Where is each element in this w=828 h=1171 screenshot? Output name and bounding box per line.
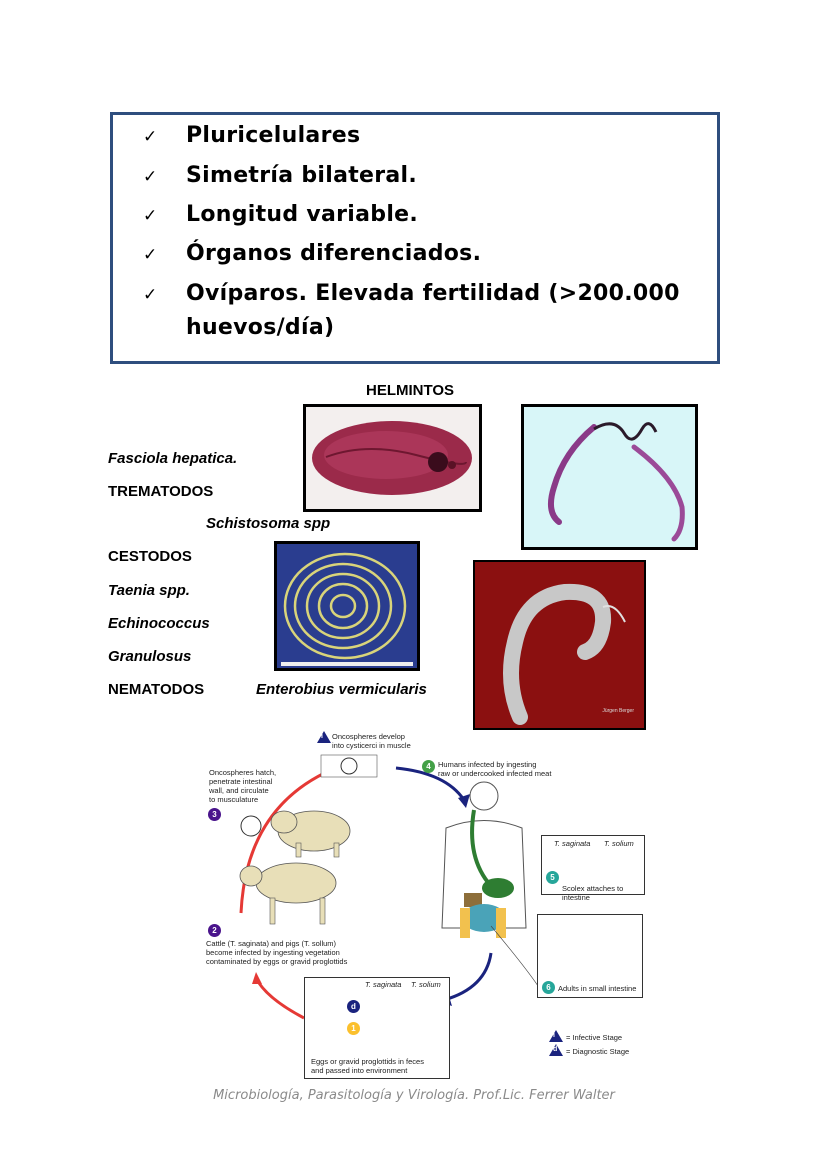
label-granulosus: Granulosus: [108, 648, 192, 665]
step4-text: Humans infected by ingesting raw or undercooked infected meat: [438, 760, 552, 778]
check-icon: ✓: [143, 167, 158, 186]
step5-text: Scolex attaches to intestine: [562, 884, 624, 902]
label-enterobius: Enterobius vermicularis: [256, 681, 427, 698]
infective-stage-icon: [317, 731, 331, 743]
step5-badge: 5: [546, 871, 559, 884]
fasciola-photo: [303, 404, 482, 512]
step2-text: Cattle (T. saginata) and pigs (T. sollum) become infected by ingesting vegetation contaminated by eggs or gravid proglottids: [206, 939, 348, 966]
legend-diagnostic: = Diagnostic Stage: [566, 1047, 630, 1056]
scolex-inset: [541, 835, 645, 902]
helmintos-title: HELMINTOS: [366, 382, 455, 399]
step3-badge: 3: [208, 808, 221, 821]
feature-item: Simetría bilateral.: [186, 163, 418, 188]
legend-infective-number: i: [553, 1032, 555, 1039]
label-saginata: T. saginata: [365, 980, 402, 989]
check-icon: ✓: [143, 245, 158, 264]
check-icon: ✓: [143, 206, 158, 225]
feature-item: Órganos diferenciados.: [186, 241, 482, 266]
label-schistosoma: Schistosoma spp: [206, 515, 331, 532]
step6-badge: 6: [542, 981, 555, 994]
diagnostic-badge: d: [347, 1000, 360, 1013]
feature-item: Pluricelulares: [186, 123, 361, 148]
legend-infective: = Infective Stage: [566, 1033, 623, 1042]
check-icon: ✓: [143, 285, 158, 304]
step3-text: Oncospheres hatch, penetrate intestinal wall, and circulate to musculature: [209, 768, 277, 804]
infective-stage-number: i: [321, 733, 323, 740]
label-trematodos: TREMATODOS: [108, 483, 214, 500]
eggs-inset: [304, 977, 450, 1079]
footer-credit: Microbiología, Parasitología y Virología. Prof.Lic. Ferrer Walter: [213, 1088, 615, 1103]
label-solium: T. solium: [604, 839, 634, 848]
check-icon: ✓: [143, 127, 158, 146]
legend-infective-icon: [549, 1030, 563, 1042]
adults-inset: [537, 914, 643, 998]
legend-diagnostic-number: d: [553, 1046, 558, 1053]
step1-badge-eggs: 1: [347, 1022, 360, 1035]
photo-credit: Jürgen Berger: [602, 708, 634, 714]
feature-item: Longitud variable.: [186, 202, 419, 227]
eggs-text: Eggs or gravid proglottids in feces and passed into environment: [311, 1057, 424, 1075]
feature-item-continued: huevos/día): [186, 315, 335, 340]
step4-badge: 4: [422, 760, 435, 773]
schistosoma-photo: [521, 404, 698, 550]
label-fasciola: Fasciola hepatica.: [108, 450, 238, 467]
label-cestodos: CESTODOS: [108, 548, 192, 565]
label-taenia: Taenia spp.: [108, 582, 190, 599]
lifecycle-diagram: [196, 728, 658, 1083]
label-saginata: T. saginata: [554, 839, 591, 848]
step2-badge: 2: [208, 924, 221, 937]
step6-text: Adults in small intestine: [558, 984, 637, 993]
feature-item: Ovíparos. Elevada fertilidad (>200.000: [186, 281, 680, 306]
label-nematodos: NEMATODOS: [108, 681, 205, 698]
taenia-photo: [274, 541, 420, 671]
label-solium: T. solium: [411, 980, 441, 989]
legend-diagnostic-icon: [549, 1044, 563, 1056]
features-box: [110, 112, 720, 364]
enterobius-photo: [473, 560, 646, 730]
label-echinococcus: Echinococcus: [108, 615, 210, 632]
step1-text: Oncospheres develop into cysticerci in muscle: [332, 732, 411, 750]
